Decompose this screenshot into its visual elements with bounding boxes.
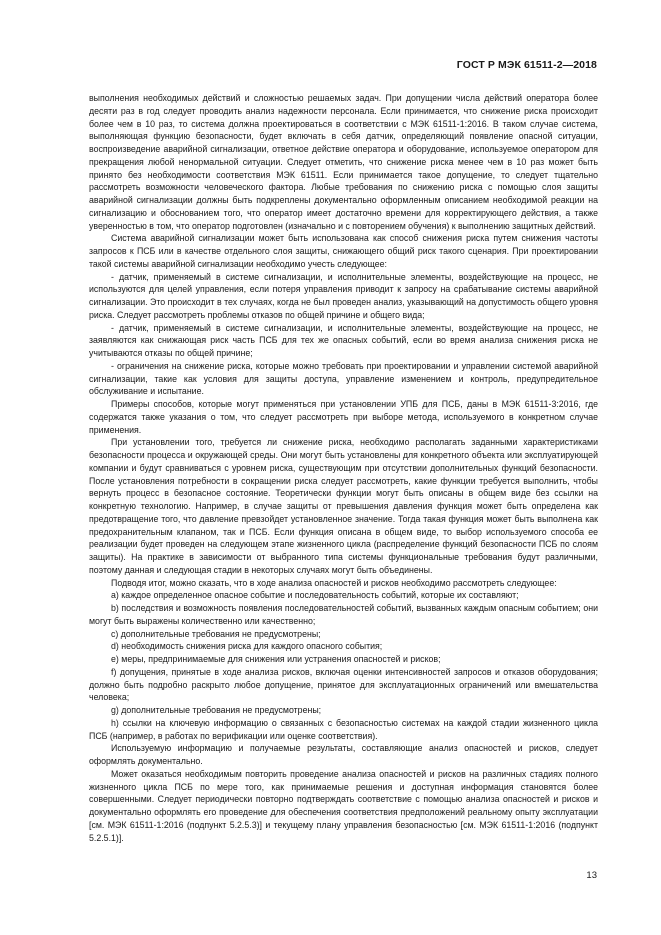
list-item: - ограничения на снижение риска, которые можно требовать при проектировании и управлении системой аварийной сигнализации, такие как условия для защиты доступа, управление изменением и контроль, предупредительное обслуживание и испытание. xyxy=(89,360,598,397)
list-item: f) допущения, принятые в ходе анализа рисков, включая оценки интенсивностей запросов и отказов оборудования; должно быть подробно раскрыто любое допущение, принятое для эксплуатационных ограничений или вмешательства человека; xyxy=(89,666,598,703)
document-body xyxy=(89,92,598,844)
list-item: e) меры, предпринимаемые для снижения или устранения опасностей и рисков; xyxy=(111,654,441,664)
paragraph: выполнения необходимых действий и сложностью решаемых задач. При допущении числа действий оператора более десяти раз в год следует проводить анализ надежности персонала. Если принимается, что снижение риска происходит более чем в 10 раз, то система должна проектироваться в соответствии с МЭК 61511-1:2016. В таком случае система, выполняющая функцию безопасности, будет включать в себя датчик, определяющий появление опасной ситуации, воспроизведение аварийной сигнализации, ответное действие оператора и оборудование, используемое оператором для прекращения любой ненормальной ситуации. Следует отметить, что снижение риска менее чем в 10 раз может быть принято без необходимости соответствия МЭК 61511. Если принимается такое допущение, то следует тщательно рассмотреть возможности человеческого фактора. Любые требования по снижению риска с помощью слоя защиты аварийной сигнализации должны быть подкреплены документально оформленным описанием необходимой реакции на сигнализацию и обоснованием того, что оператор имеет достаточно времени для корректирующего действия, а также уверенностью в том, что оператор подготовлен (изначально и с повторением обучения) к выполнению защитных действий. xyxy=(89,93,598,231)
paragraph: Может оказаться необходимым повторить проведение анализа опасностей и рисков на различных стадиях полного жизненного цикла ПСБ по мере того, как принимаемые решения и доступная информация становятся более совершенными. Следует периодически повторно подтверждать соответствие с помощью анализа опасностей и рисков и документально оформлять его проведение для обеспечения соответствия предположений реальному опыту эксплуатации [см. МЭК 61511-1:2016 (подпункт 5.2.5.3)] и текущему плану управления безопасностью [см. МЭК 61511-1:2016 (подпункт 5.2.5.1)]. xyxy=(89,768,598,843)
paragraph: Используемую информацию и получаемые результаты, составляющие анализ опасностей и рисков, следует оформлять документально. xyxy=(89,743,598,766)
list-item: - датчик, применяемый в системе сигнализации, и исполнительные элементы, воздействующие на процесс, не заявляются как снижающая риск часть ПСБ для тех же опасных событий, если во время анализа снижения риска не учитываются отказы по общей причине; xyxy=(89,322,598,358)
list-item: - датчик, применяемый в системе сигнализации, и исполнительные элементы, воздействующие на процесс, не используются для целей управления, если потеря управления приводит к запросу на срабатывание системы аварийной сигнализации. Это происходит в тех случаях, когда не был проведен анализ, указывающий на допустимость общего уровня риска. Следует рассмотреть проблемы отказов по общей причине и общего вида; xyxy=(89,271,598,320)
list-item: a) каждое определенное опасное событие и последовательность событий, которые их составляют; xyxy=(111,590,519,601)
paragraph: Подводя итог, можно сказать, что в ходе анализа опасностей и рисков необходимо рассмотреть следующее: xyxy=(111,577,557,588)
list-item: c) дополнительные требования не предусмотрены; xyxy=(111,628,321,639)
paragraph: При установлении того, требуется ли снижение риска, необходимо располагать заданными характеристиками безопасности процесса и окружающей среды. Они могут быть установлены для конкретного объекта или эксплуатирующей компании и будут сравниваться с уровнем риска, существующим при отсутствии дополнительных функций безопасности. После установления потребности в сокращении риска следует рассмотреть, какие функции требуется выполнить, чтобы вернуть процесс в безопасное состояние. Теоретически функции могут быть описаны в общем виде без ссылки на конкретную технологию. Например, в случае защиты от превышения давления функция может быть определена как предотвращение того, что давление превзойдет установленное значение. Тогда такая функция может быть выполнена как предохранительным клапаном, так и ПСБ. Если функция описана в общем виде, то выбор используемого способа ее реализации будет проведен на следующем этапе жизненного цикла (распределение функций безопасности ПСБ по слоям защиты). На практике в зависимости от выбранного типа системы функциональные требования будут различными, поэтому данная и следующая стадии в некоторых случаях могут быть объединены. xyxy=(89,437,598,575)
list-item: g) дополнительные требования не предусмотрены; xyxy=(111,705,322,715)
document-code-header: ГОСТ Р МЭК 61511-2—2018 xyxy=(456,59,597,71)
list-item: d) необходимость снижения риска для каждого опасного события; xyxy=(111,641,383,652)
paragraph: Система аварийной сигнализации может быть использована как способ снижения риска путем снижения частоты запросов к ПСБ или в качестве отдельного слоя защиты, снижающего общий риск такого сценария. При проектировании такой системы аварийной сигнализации необходимо учесть следующее: xyxy=(89,233,598,269)
page-number: 13 xyxy=(586,870,597,881)
list-item: b) последствия и возможность появления последовательностей событий, вызванных каждым опасным событием; они могут быть выражены количественно или качественно; xyxy=(89,603,598,626)
paragraph: Примеры способов, которые могут применяться при установлении УПБ для ПСБ, даны в МЭК 61511-3:2016, где содержатся также указания о том, что следует рассмотреть при выборе метода, используемого в конкретном случае применения. xyxy=(89,399,598,435)
list-item: h) ссылки на ключевую информацию о связанных с безопасностью системах на каждой стадии жизненного цикла ПСБ (например, в работах по верификации или оценке соответствия). xyxy=(89,717,598,741)
